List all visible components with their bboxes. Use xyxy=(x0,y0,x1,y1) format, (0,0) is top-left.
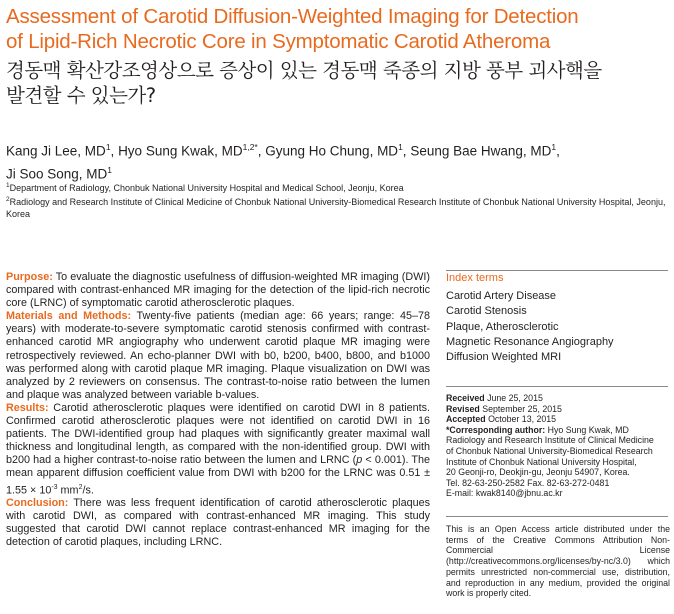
index-term: Diffusion Weighted MRI xyxy=(446,351,562,364)
dates-rule xyxy=(446,386,668,387)
title-line-1: Assessment of Carotid Diffusion-Weighted Imaging for Detection xyxy=(6,5,579,28)
accepted-date: Accepted October 13, 2015 xyxy=(446,414,557,425)
abstract-conclusion: Conclusion: There was less frequent identification of carotid atherosclerotic plaques with carotid DWI, as compared with contrast-enhanced MR imaging. This study suggested that carotid DWI cannot replace contrast-enhanced MR imaging for the detection of carotid plaques, including LRNC. xyxy=(6,497,430,549)
author-name: Hyo Sung Kwak, MD xyxy=(118,143,243,159)
author-name: Gyung Ho Chung, MD xyxy=(265,143,399,159)
results-label: Results: xyxy=(6,401,49,414)
author-affil: 1 xyxy=(105,142,111,152)
author-affil: 1 xyxy=(107,164,113,175)
index-term: Magnetic Resonance Angiography xyxy=(446,335,614,348)
conclusion-label: Conclusion: xyxy=(6,497,69,510)
corresponding-address-line: of Chonbuk National University-Biomedical Research xyxy=(446,445,653,456)
korean-title-line-1: 경동맥 확산강조영상으로 증상이 있는 경동맥 죽종의 지방 풍부 괴사핵을 xyxy=(6,59,602,82)
abstract xyxy=(6,271,430,550)
affiliation-item: $^2$Radiology and Research Institute of Clinical Medicine of Chonbuk National University-Biomedical Research Institute of Chonbuk National University Hospital, Jeonju, Korea xyxy=(6,196,666,219)
open-access-notice: This is an Open Access article distributed under the terms of the Creative Commons Attribution Non-Commercial License (http://creativecommons.org/licenses/by-nc/3.0) which permits unrestricted non-commercial use, distribution, and reproduction in any medium, provided the original work is properly cited. xyxy=(446,524,670,599)
author-name: Ji Soo Song, MD xyxy=(6,166,108,181)
author-affil: 1,2* xyxy=(242,142,258,152)
abstract-methods: Materials and Methods: Twenty-five patients (median age: 66 years; range: 45–78 years) with moderate-to-severe symptomatic carotid stenosis confirmed with contrast-enhanced carotid MR angiography who underwent carotid plaque MR imaging were retrospectively reviewed. An echo-planner DWI with b0, b200, b400, b800, and b1000 was performed along with carotid plaque MR imaging. Plaque visualization on DWI was analyzed by 2 reviewers on consensus. The contrast-to-noise ratio between the lumen and plaque was analyzed between variable b-values. xyxy=(6,310,431,401)
korean-title xyxy=(6,58,670,108)
corresponding-address-line: 20 Geonji-ro, Deokjin-gu, Jeonju 54907, Korea. xyxy=(446,467,630,478)
revised-date: Revised September 25, 2015 xyxy=(446,403,562,414)
corresponding-author: *Corresponding author: Hyo Sung Kwak, MD xyxy=(446,424,629,435)
title-line-2: of Lipid-Rich Necrotic Core in Symptomatic Carotid Atheroma xyxy=(6,30,551,53)
license-rule xyxy=(446,516,668,517)
methods-label: Materials and Methods: xyxy=(6,310,132,323)
abstract-results: Results: Carotid atherosclerotic plaques were identified on carotid DWI in 8 patients. Confirmed carotid atherosclerotic plaques were not identified on carotid DWI in 16 patients. The DWI-identified group had plaques with significantly greater maximal wall thickness and longitudinal length, as compared with the non-identified group. DWI with b200 had a higher contrast-to-noise ratio between the lumen and LRNC (p < 0.001). The mean apparent diffusion coefficient value from DWI with b200 for the LRNC was $0.51 \pm 1.55 \times 10^{-3}$ $mm^2/s$. xyxy=(6,401,430,497)
corresponding-address-line: Institute of Chonbuk National University Hospital, xyxy=(446,456,637,467)
article-history xyxy=(446,393,670,499)
index-terms-list xyxy=(446,289,670,365)
author-name: Seung Bae Hwang, MD xyxy=(410,143,552,159)
corresponding-contact: Tel. 82-63-250-2582 Fax. 82-63-272-0481 xyxy=(446,477,610,488)
author-affil: 1 xyxy=(551,142,557,152)
author-name: Kang Ji Lee, MD xyxy=(6,143,106,159)
author-affil: 1 xyxy=(398,142,403,152)
index-terms xyxy=(446,271,670,365)
corresponding-address-line: Radiology and Research Institute of Clinical Medicine xyxy=(446,435,654,446)
index-term: Plaque, Atherosclerotic xyxy=(446,320,559,333)
author-list: Kang Ji Lee, $MD^1$, Hyo Sung Kwak, $MD^{1,2*}$, Gyung Ho Chung, $MD^1$, Seung Bae Hwang, $MD^1$, Ji Soo Song, $MD^1$ xyxy=(6,142,560,181)
korean-title-line-2: 발견할 수 있는가? xyxy=(6,84,156,107)
index-term: Carotid Stenosis xyxy=(446,305,527,318)
received-date: Received June 25, 2015 xyxy=(446,393,543,403)
affiliation-item: $^1$Department of Radiology, Chonbuk National University Hospital and Medical School, Jeonju, Korea xyxy=(6,182,404,193)
article-title xyxy=(6,4,670,54)
affiliations xyxy=(6,180,670,220)
purpose-label: Purpose: xyxy=(6,271,53,283)
index-term: Carotid Artery Disease xyxy=(446,290,557,302)
index-terms-title: Index terms xyxy=(446,272,504,284)
abstract-purpose: Purpose: To evaluate the diagnostic usefulness of diffusion-weighted MR imaging (DWI) compared with contrast-enhanced MR imaging for the detection of the lipid-rich necrotic core (LRNC) of symptomatic carotid atherosclerotic plaques. xyxy=(6,271,430,310)
corresponding-email: E-mail: kwak8140@jbnu.ac.kr xyxy=(446,488,563,499)
